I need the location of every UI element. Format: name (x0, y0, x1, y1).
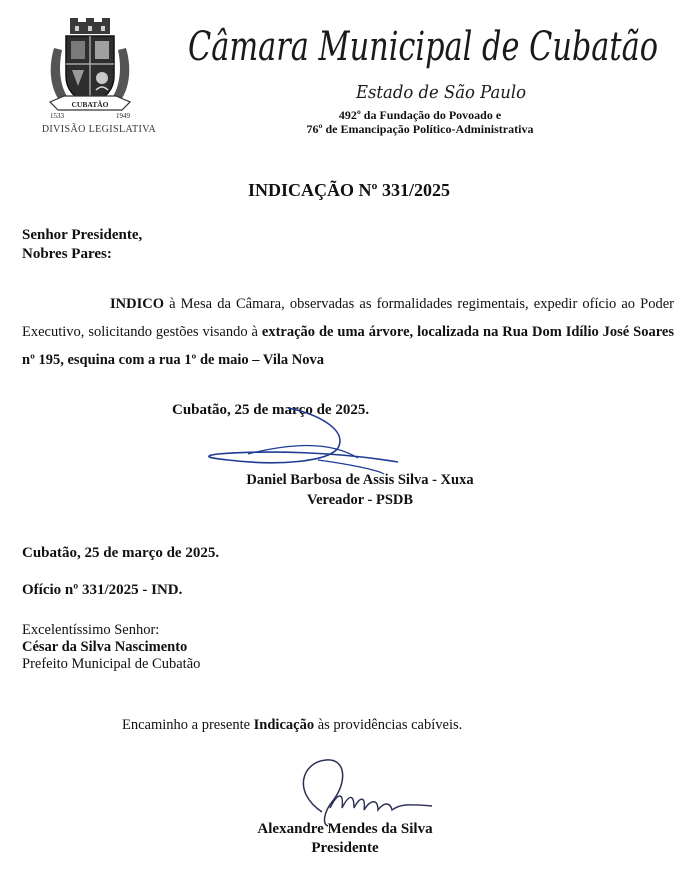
salutation-line-1: Senhor Presidente, (22, 227, 143, 243)
salutation-line-2: Nobres Pares: (22, 246, 112, 262)
signer-2-block (230, 820, 460, 858)
body-lead: INDICO (110, 296, 164, 312)
document-title: INDICAÇÃO Nº 331/2025 (248, 180, 450, 200)
signer-2-role: Presidente (311, 840, 379, 856)
recipient-name: César da Silva Nascimento (22, 639, 188, 655)
body-paragraph (22, 290, 674, 374)
coat-of-arms-logo (44, 18, 136, 120)
chamber-name-text: Câmara Municipal de Cubatão (188, 24, 658, 70)
forward-pre: Encaminho a presente (122, 717, 254, 733)
signer-2-name: Alexandre Mendes da Silva (257, 821, 433, 837)
crest-year-left: 1533 (50, 112, 64, 120)
signer-1-role: Vereador - PSDB (306, 492, 414, 508)
recipient-title: Prefeito Municipal de Cubatão (22, 656, 201, 672)
division-label: DIVISÃO LEGISLATIVA (41, 124, 157, 135)
signer-1-block (230, 470, 490, 510)
oficio-number: Ofício nº 331/2025 - IND. (22, 582, 183, 598)
state-subheading (352, 76, 532, 104)
chamber-name-heading (184, 18, 664, 74)
foundation-info (220, 108, 620, 136)
salutation (22, 226, 142, 264)
forward-bold: Indicação (253, 717, 315, 733)
forward-line (122, 717, 462, 734)
signer-1-name: Daniel Barbosa de Assis Silva - Xuxa (246, 472, 474, 488)
body-text: à Mesa da Câmara, observadas as formalidades regimentais, expedir ofício ao Poder Executivo, solicitando gestões visando à (22, 296, 674, 340)
state-text: Estado de São Paulo (355, 82, 527, 103)
sign-date: Cubatão, 25 de março de 2025. (172, 402, 370, 418)
signature-1-image (188, 400, 418, 480)
crest-year-right: 1949 (116, 112, 130, 120)
crest-banner-text: CUBATÃO (71, 100, 109, 109)
recipient-greeting: Excelentíssimo Senhor: (22, 622, 160, 638)
oficio-date: Cubatão, 25 de março de 2025. (22, 545, 220, 561)
foundation-line-1: 492º da Fundação do Povoado e (338, 108, 502, 122)
forward-post: às providências cabíveis. (314, 717, 463, 733)
foundation-line-2: 76º de Emancipação Político-Administrativa (306, 122, 534, 136)
body-emphasis: extração de uma árvore, localizada na Rua Dom Idílio José Soares nº 195, esquina com a rua 1º de maio – Vila Nova (22, 324, 674, 368)
recipient-block (22, 622, 200, 673)
